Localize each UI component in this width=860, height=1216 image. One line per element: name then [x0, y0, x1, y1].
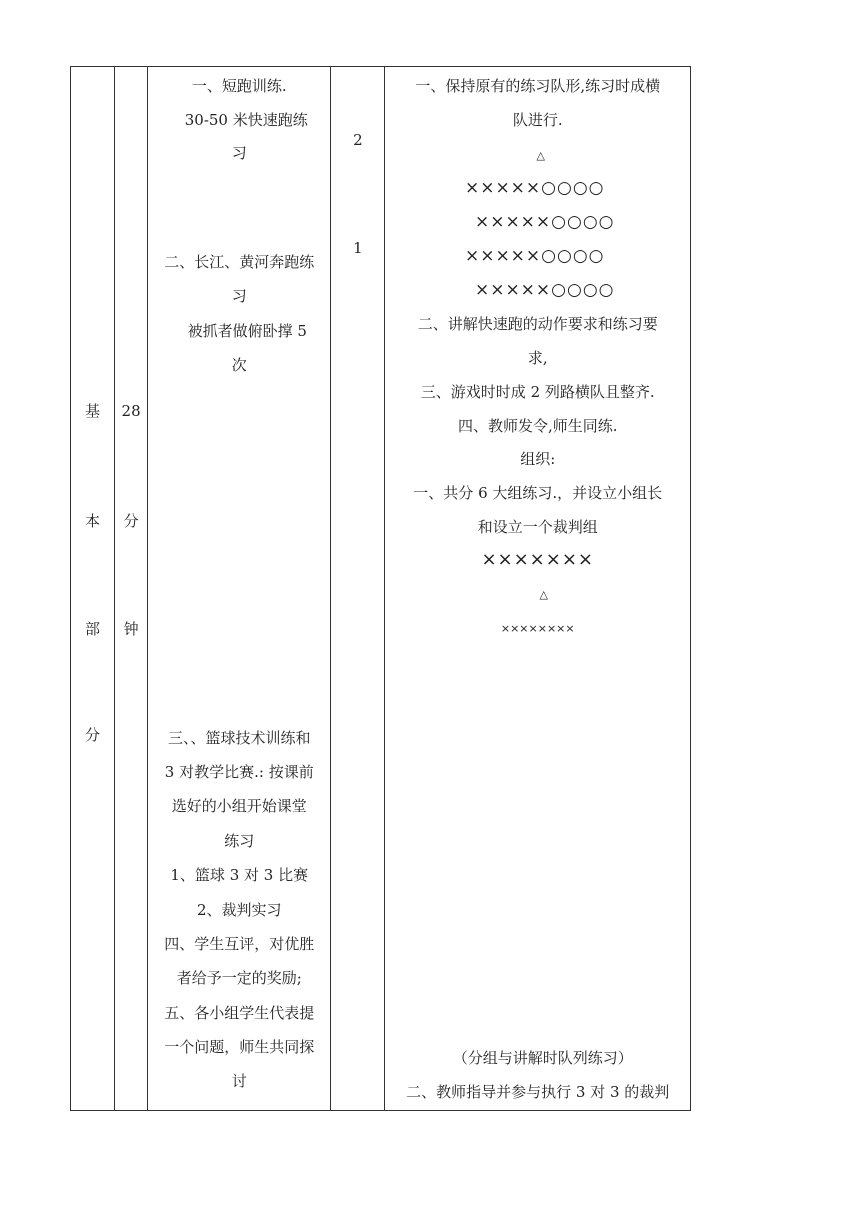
- org-line: 和设立一个裁判组: [477, 518, 598, 536]
- item3-line: 讨: [231, 1072, 247, 1090]
- item3-line: 练习: [224, 832, 255, 850]
- item1-title: 一、短跑训练.: [191, 77, 287, 95]
- reps-cell: [331, 67, 385, 1111]
- section-char: 分: [85, 726, 101, 744]
- org-line: 求,: [527, 349, 548, 367]
- item1-detail: 习: [231, 144, 247, 162]
- teacher-triangle-icon: △: [539, 588, 548, 601]
- teacher-triangle-icon: △: [536, 149, 545, 162]
- org-line: 四、教师发令,师生同练.: [457, 417, 618, 435]
- item3-line: 四、学生互评，对优胜: [164, 935, 315, 953]
- org-line: 队进行.: [512, 111, 563, 129]
- lesson-table: [70, 66, 691, 1111]
- time-cell: [115, 67, 148, 1111]
- formation-row: ×××××○○○○: [474, 280, 615, 300]
- org-caption: （分组与讲解时队列练习）: [452, 1049, 633, 1067]
- formation-row: ×××××○○○○: [464, 246, 605, 266]
- time-value: 28: [121, 402, 141, 420]
- section-cell: [71, 67, 115, 1111]
- item2-title: 习: [231, 287, 247, 305]
- table-row: [71, 67, 691, 1111]
- group-row-small: ××××××××: [500, 622, 575, 635]
- formation-row: ×××××○○○○: [474, 212, 615, 232]
- section-char: 部: [85, 620, 101, 638]
- org-line: 二、教师指导并参与执行 3 对 3 的裁判: [406, 1083, 670, 1101]
- item1-detail: 30-50 米快速跑练: [184, 111, 308, 129]
- item2-title: 二、长江、黄河奔跑练: [164, 253, 315, 271]
- org-line: 三、游戏时时成 2 列路横队且整齐.: [420, 383, 655, 401]
- item2-detail: 被抓者做俯卧撑 5: [187, 322, 307, 340]
- reps-value: 2: [353, 131, 363, 149]
- org-heading: 组织:: [520, 450, 556, 468]
- item3-line: 2、裁判实习: [196, 901, 282, 919]
- reps-value: 1: [353, 239, 363, 257]
- organization-cell: [385, 67, 691, 1111]
- time-unit-char: 分: [123, 512, 139, 530]
- item2-detail: 次: [231, 356, 247, 374]
- org-line: 一、共分 6 大组练习.，并设立小组长: [413, 484, 663, 502]
- time-unit-char: 钟: [123, 620, 139, 638]
- item3-line: 五、各小组学生代表提: [164, 1004, 315, 1022]
- section-char: 基: [85, 402, 101, 420]
- org-line: 一、保持原有的练习队形,练习时成横: [415, 77, 661, 95]
- content-cell: [148, 67, 331, 1111]
- section-char: 本: [85, 512, 101, 530]
- item3-line: 一个问题，师生共同探: [164, 1038, 315, 1056]
- item3-line: 3 对教学比赛.: 按课前: [164, 763, 314, 781]
- group-row: ×××××××: [481, 549, 595, 570]
- formation-row: ×××××○○○○: [464, 178, 605, 198]
- org-line: 二、讲解快速跑的动作要求和练习要: [417, 315, 658, 333]
- item3-line: 者给予一定的奖励;: [176, 969, 302, 987]
- item3-line: 三、、篮球技术训练和: [167, 729, 311, 747]
- item3-line: 选好的小组开始课堂: [171, 797, 307, 815]
- item3-line: 1、篮球 3 对 3 比赛: [170, 866, 309, 884]
